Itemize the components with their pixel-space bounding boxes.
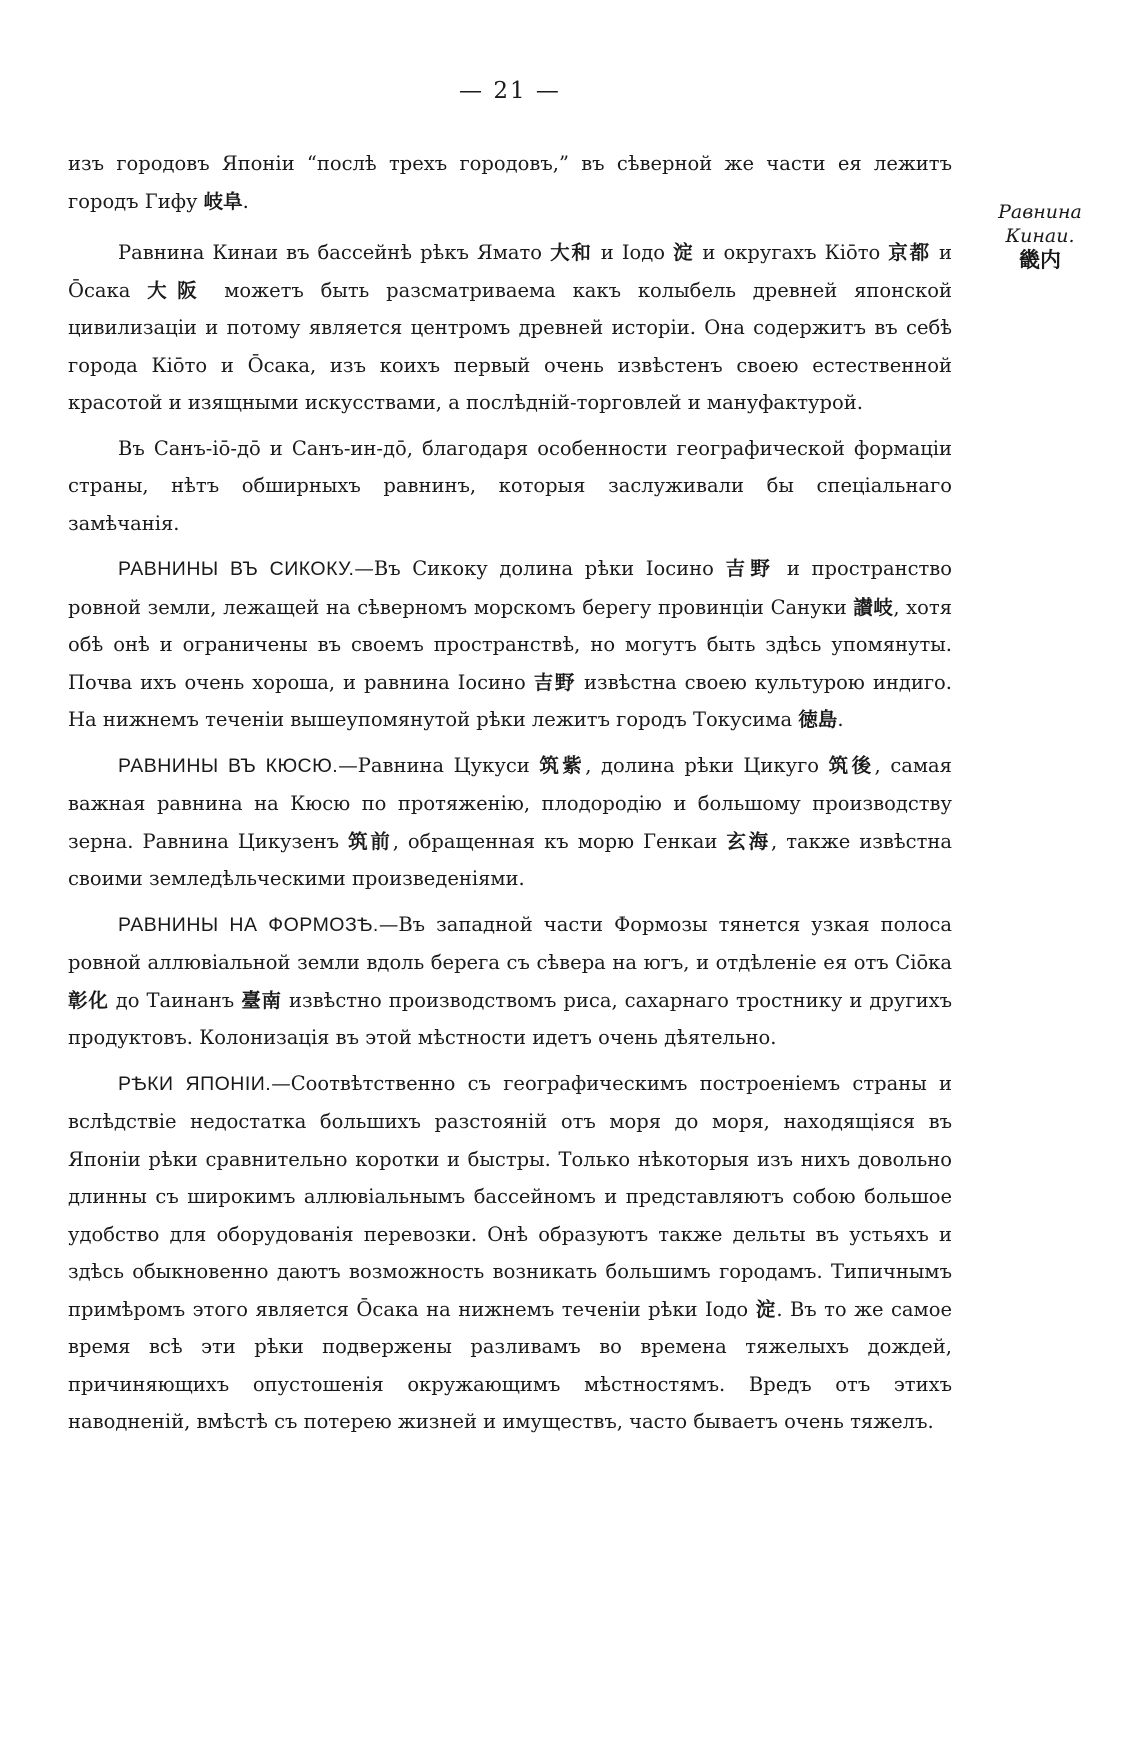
paragraph-3 (68, 430, 952, 543)
text-run: , обращенная къ морю Генкаи (392, 829, 727, 853)
kanji-term: 徳島 (798, 708, 838, 731)
margin-note (985, 200, 1095, 272)
margin-note-line2: Кинаи. (1005, 225, 1075, 247)
kanji-term: 吉野 (533, 670, 577, 694)
paragraph-4 (68, 550, 952, 739)
kanji-term: 京都 (888, 241, 931, 264)
text-run: —Въ Сикоку долина рѣки Іосино (354, 557, 726, 580)
section-heading: РАВНИНЫ ВЪ КЮСЮ. (118, 754, 339, 777)
kanji-term: 筑後 (828, 753, 875, 777)
text-run: . (242, 189, 249, 213)
text-run: , также извѣстна своими земледѣльческими произведеніями. (68, 829, 952, 890)
margin-note-line1: Равнина (998, 201, 1082, 223)
kanji-term: 彰化 (68, 988, 109, 1012)
text-run: извѣстно производствомъ риса, сахарнаго тростнику и другихъ продуктовъ. Колонизація въ этой мѣстности идетъ очень дѣятельно. (68, 988, 952, 1049)
paragraph-1 (68, 145, 952, 220)
kanji-term: 淀 (673, 241, 695, 264)
section-heading: РАВНИНЫ ВЪ СИКОКУ. (118, 558, 355, 580)
page-number: — 21 — (459, 78, 561, 104)
kanji-term: 玄海 (726, 829, 771, 853)
text-run: , хотя обѣ онѣ и ограничены въ своемъ пространствѣ, но могутъ быть здѣсь упомянуты. Почва ихъ очень хороша, и равнина Іосино (68, 595, 952, 694)
kanji-term: 筑前 (348, 829, 393, 853)
text-run: и Ōсака (68, 241, 952, 302)
text-run: изъ городовъ Японіи “послѣ трехъ городовъ,” въ сѣверной же части ея лежитъ городъ Гифу (68, 152, 952, 213)
text-run: , долина рѣки Цикуго (585, 753, 829, 777)
text-run: —Соотвѣтственно съ географическимъ построеніемъ страны и вслѣдствіе недостатка большихъ разстояній отъ моря до моря, находящіяся въ Японіи рѣки сравнительно коротки и быстры. Только нѣкоторыя изъ нихъ довольно длинны съ широкимъ аллювіальнымъ бассейномъ и представляютъ собою большое удобство для оборудованія перевозки. Онѣ образуютъ также дельты въ устьяхъ и здѣсь обыкновенно даютъ возможность возникать большимъ городамъ. Типичнымъ примѣромъ этого является Ōсака на нижнемъ теченіи рѣки Іодо (68, 1071, 953, 1321)
paragraph-6 (68, 906, 952, 1057)
kanji-term: 讃岐 (853, 595, 894, 619)
kanji-term: 岐阜 (203, 189, 243, 213)
kanji-term: 臺南 (241, 988, 282, 1012)
kanji-term: 吉野 (725, 557, 776, 580)
text-run: Равнина Кинаи въ бассейнѣ рѣкъ Ямато (118, 241, 551, 264)
text-run: и Іодо (592, 241, 674, 264)
text-run: , самая важная равнина на Кюсю по протяженію, плодородію и большому производству зерна. Равнина Цикузенъ (68, 753, 952, 853)
kanji-term: 大阪 (147, 278, 208, 302)
kanji-term: 筑紫 (539, 753, 586, 777)
text-run: можетъ быть разсматриваема какъ колыбель древней японской цивилизаціи и потому является центромъ древней исторіи. Она содержитъ въ себѣ города Кіōто и Ōсака, изъ коихъ первый очень извѣстенъ своею естественной красотой и изящными искусствами, а послѣдній-торговлей и мануфактурой. (68, 278, 952, 414)
paragraph-5 (68, 747, 952, 898)
text-run: . Въ то же самое время всѣ эти рѣки подвержены разливамъ во времена тяжелыхъ дождей, причиняющихъ опустошенія окружающимъ мѣстностямъ. Вредъ отъ этихъ наводненій, вмѣстѣ съ потерею жизней и имуществъ, часто бываетъ очень тяжелъ. (68, 1297, 952, 1433)
section-heading: РѢКИ ЯПОНІИ. (118, 1072, 272, 1095)
text-run: до Таинанъ (108, 988, 242, 1012)
text-run: извѣстна своею культурою индиго. На нижнемъ теченіи вышеупомянутой рѣки лежитъ городъ Токусима (68, 670, 952, 731)
text-run: . (837, 708, 844, 731)
margin-note-cjk: 畿内 (1019, 247, 1061, 272)
kanji-term: 淀 (755, 1297, 777, 1321)
body-text (68, 145, 952, 1449)
paragraph-7 (68, 1065, 952, 1441)
text-run: и округахъ Кіōто (694, 241, 889, 264)
section-heading: РАВНИНЫ НА ФОРМОЗѢ. (118, 913, 379, 936)
text-run: —Равнина Цукуси (338, 753, 540, 777)
text-run: и пространство ровной земли, лежащей на сѣверномъ морскомъ берегу провинціи Сануки (68, 557, 952, 619)
paragraph-2 (68, 234, 952, 422)
text-run: —Въ западной части Формозы тянется узкая полоса ровной аллювіальной земли вдоль берега съ сѣвера на югъ, и отдѣленіе ея отъ Сіōка (68, 912, 952, 974)
text-run: Въ Санъ-іō-дō и Санъ-ин-дō, благодаря особенности географической формаціи страны, нѣтъ обширныхъ равнинъ, которыя заслуживали бы спеціальнаго замѣчанія. (68, 436, 952, 535)
kanji-term: 大和 (550, 241, 593, 264)
